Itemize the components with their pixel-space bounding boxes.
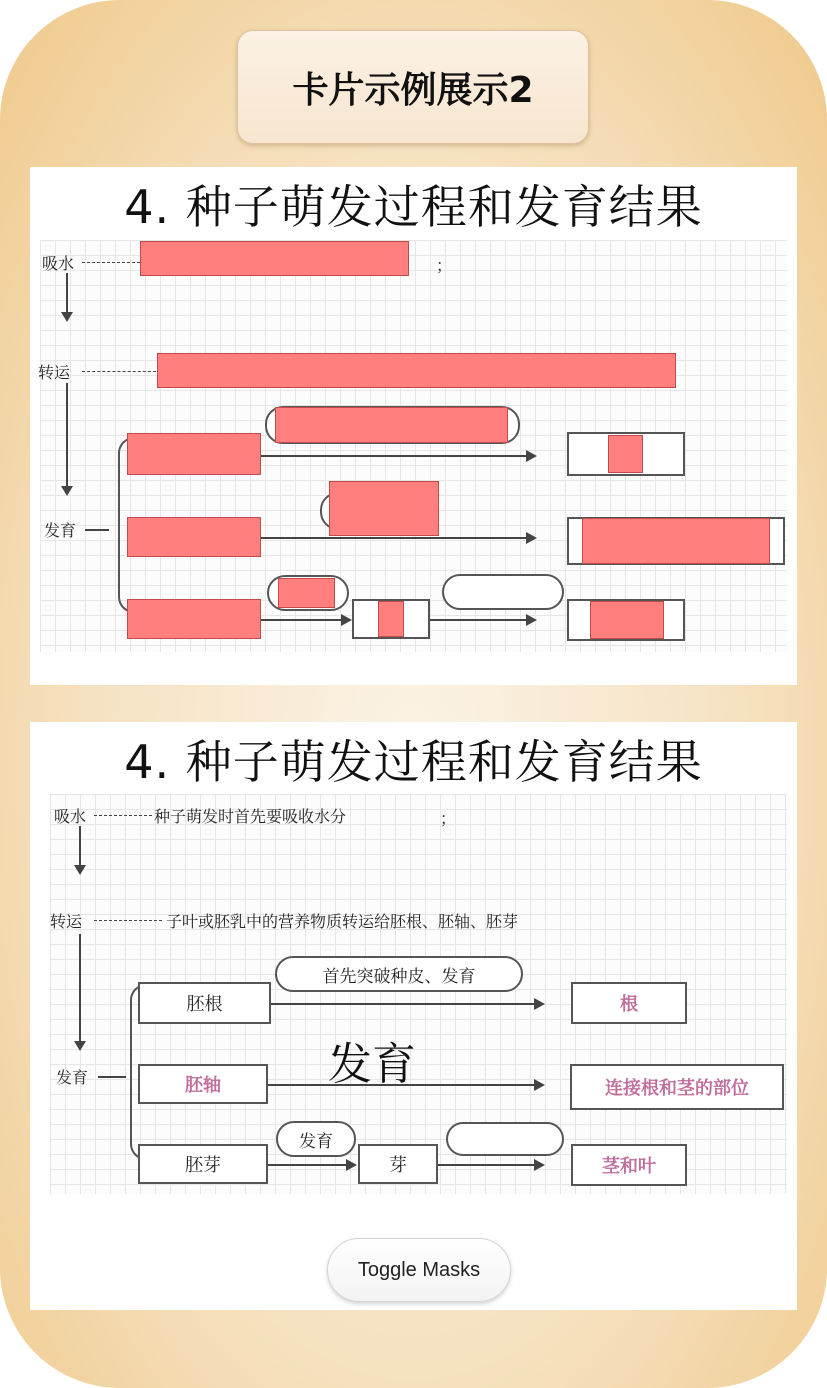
transport-answer: 子叶或胚乳中的营养物质转运给胚根、胚轴、胚芽 (166, 912, 519, 931)
absorb-dash (82, 262, 140, 263)
mask-plumule[interactable] (127, 599, 261, 639)
page-title: 卡片示例展示2 (237, 30, 589, 144)
absorb-answer: 种子萌发时首先要吸收水分 (154, 807, 347, 826)
hypocotyl-result-box: 连接根和茎的部位 (570, 1064, 784, 1110)
branch3-line-a (261, 619, 341, 621)
arrow-line-1 (66, 273, 68, 313)
card-back (30, 722, 797, 1310)
arrow-down-icon (61, 486, 73, 496)
transport-dash (82, 371, 156, 372)
mask-plumule-result[interactable] (590, 601, 664, 639)
mask-bud[interactable] (378, 601, 404, 637)
branch3-line-a (268, 1164, 346, 1166)
card-front (30, 167, 797, 685)
transport-label: 转运 (38, 363, 71, 382)
arrow-line-1 (79, 826, 81, 866)
arrow-down-icon (61, 312, 73, 322)
arrow-right-icon (534, 1079, 545, 1091)
arrow-down-icon (74, 865, 86, 875)
arrow-line-2 (66, 383, 68, 487)
branch1-line (271, 1003, 534, 1005)
mask-transport[interactable] (157, 353, 676, 388)
branch2-line (261, 537, 526, 539)
arrow-right-icon (346, 1159, 357, 1171)
mask-plumule-action[interactable] (278, 578, 335, 608)
absorb-semicolon: ； (436, 256, 453, 275)
arrow-right-icon (341, 614, 352, 626)
slide-title: 4. 种子萌发过程和发育结果 (124, 735, 703, 789)
transport-label: 转运 (50, 912, 83, 931)
arrow-right-icon (526, 614, 537, 626)
empty-pill (442, 574, 564, 610)
root-box: 根 (571, 982, 687, 1024)
arrow-line-2 (79, 934, 81, 1042)
absorb-semicolon: ； (440, 809, 457, 828)
slide-title: 4. 种子萌发过程和发育结果 (124, 180, 703, 234)
bud-box: 芽 (358, 1144, 438, 1184)
branch3-line-b (438, 1164, 534, 1166)
hypocotyl-box: 胚轴 (138, 1064, 268, 1104)
radicle-box: 胚根 (138, 982, 271, 1024)
radicle-action-pill: 首先突破种皮、发育 (275, 956, 523, 992)
hypocotyl-action: 发育 (328, 1039, 416, 1090)
arrow-right-icon (534, 998, 545, 1010)
develop-connector (98, 1076, 126, 1078)
mask-hypocotyl[interactable] (127, 517, 261, 557)
branch3-line-b (430, 619, 526, 621)
arrow-right-icon (534, 1159, 545, 1171)
toggle-masks-button[interactable]: Toggle Masks (327, 1238, 511, 1302)
plumule-result-box: 茎和叶 (571, 1144, 687, 1186)
branch1-line (261, 455, 526, 457)
mask-radicle[interactable] (127, 433, 261, 475)
mask-hypocotyl-result[interactable] (582, 518, 770, 564)
develop-label: 发育 (44, 521, 77, 540)
absorb-label: 吸水 (42, 254, 75, 273)
transport-dash (94, 920, 162, 921)
arrow-right-icon (526, 450, 537, 462)
mask-absorb[interactable] (140, 241, 409, 276)
plumule-action-pill: 发育 (276, 1121, 356, 1157)
absorb-dash (94, 815, 152, 816)
mask-radicle-action[interactable] (275, 407, 508, 443)
mask-hypocotyl-action[interactable] (329, 481, 439, 536)
arrow-right-icon (526, 532, 537, 544)
absorb-label: 吸水 (54, 807, 87, 826)
mask-root[interactable] (608, 435, 643, 473)
plumule-box: 胚芽 (138, 1144, 268, 1184)
develop-label: 发育 (56, 1068, 89, 1087)
empty-pill (446, 1122, 564, 1156)
develop-connector (85, 529, 109, 531)
arrow-down-icon (74, 1041, 86, 1051)
